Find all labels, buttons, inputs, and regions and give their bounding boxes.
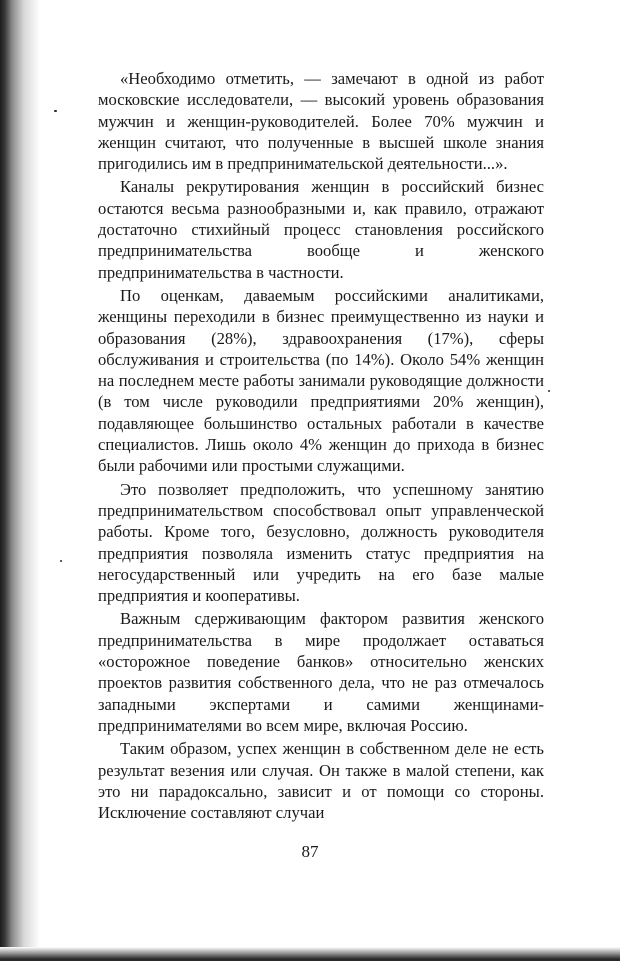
paragraph: По оценкам, даваемым российскими аналитиками, женщины переходили в бизнес преимущественно из науки и образования (28%), здравоохранения (17%), сферы обслуживания и строительства (по 14%). Около 54% женщин на последнем месте работы занимали руководящие должности (в том числе руководили предприятиями 20% женщин), подавляющее большинство остальных работали в качестве специалистов. Лишь около 4% женщин до прихода в бизнес были рабочими или простыми служащими. — [98, 285, 544, 476]
paragraph: Каналы рекрутирования женщин в российский бизнес остаются весьма разнообразными и, как правило, отражают достаточно стихийный процесс становления российского предпринимательства вообще и женского предпринимательства в частности. — [98, 177, 544, 282]
book-page-text — [98, 68, 544, 825]
scan-speck — [54, 110, 57, 112]
paragraph: Таким образом, успех женщин в собственном деле не есть результат везения или случая. Он также в малой степени, как это ни парадоксально, зависит и от помощи со стороны. Исключение составляют случаи — [98, 739, 544, 823]
page-number: 87 — [301, 842, 319, 861]
paragraph: Это позволяет предположить, что успешному занятию предпринимательством способствовал опыт управленческой работы. Кроме того, безусловно, должность руководителя предприятия позволяла изменить статус предприятия на негосударственный или учредить на его базе малые предприятия и кооперативы. — [98, 479, 544, 606]
scan-bottom-edge — [0, 947, 620, 961]
scan-left-edge — [0, 0, 44, 961]
scan-speck — [60, 560, 62, 562]
scan-speck — [548, 390, 550, 392]
paragraph: Важным сдерживающим фактором развития женского предпринимательства в мире продолжает оставаться «осторожное поведение банков» относительно женских проектов развития собственного дела, что не раз отмечалось западными экспертами и самими женщинами-предпринимателями во всем мире, включая Россию. — [98, 609, 544, 735]
paragraph: «Необходимо отметить, — замечают в одной из работ московские исследователи, — высокий уровень образования мужчин и женщин-руководителей. Более 70% мужчин и женщин считают, что полученные в высшей школе знания пригодились им в предпринимательской деятельности...». — [98, 69, 544, 174]
